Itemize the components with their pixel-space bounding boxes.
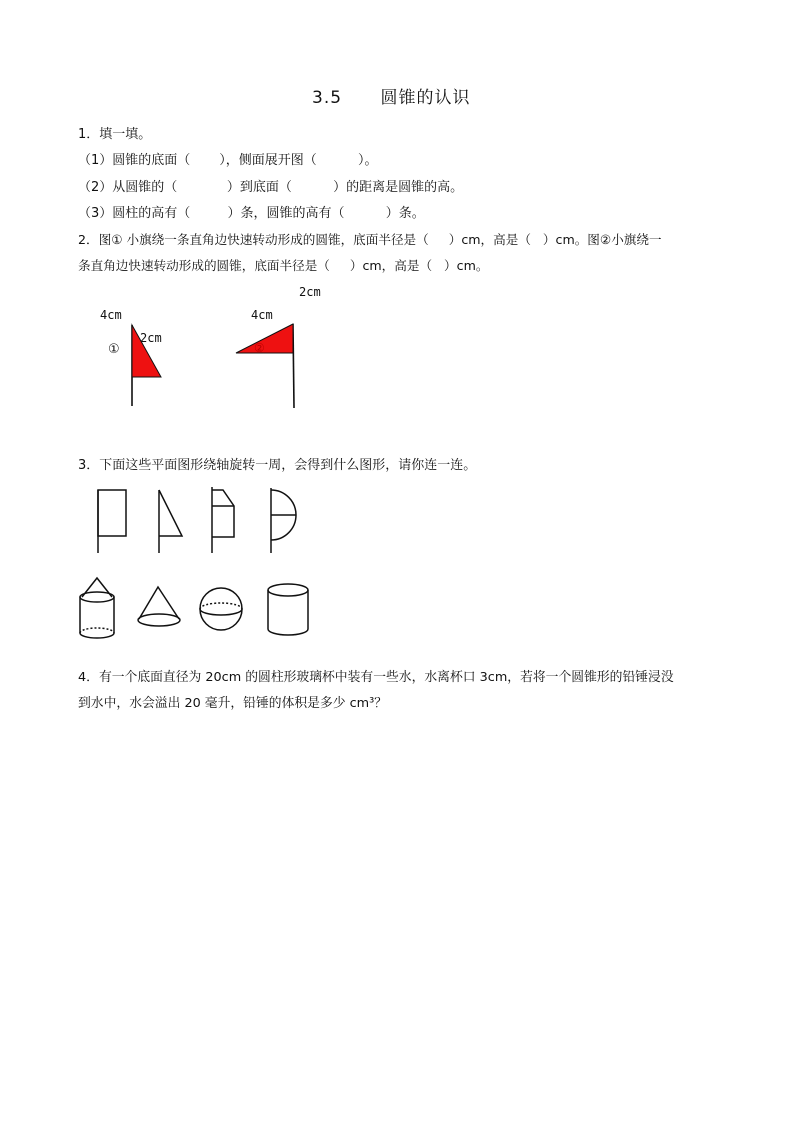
q1-item-3: （3）圆柱的高有（ ）条，圆锥的高有（ ）条。 — [78, 206, 425, 221]
cylinder-with-cone-top — [80, 578, 114, 638]
semicircle-with-axis — [271, 488, 296, 553]
page-title: 3.5 圆锥的认识 — [312, 88, 471, 108]
sphere — [200, 588, 242, 630]
fig2-side-label: 4cm — [251, 308, 273, 322]
q1-item-1: （1）圆锥的底面（ ），侧面展开图（ ）。 — [78, 153, 378, 168]
cone — [138, 587, 180, 626]
right-triangle-with-axis — [159, 490, 182, 553]
fig1-top-label: 4cm — [100, 308, 122, 322]
q4-line-1: 4．有一个底面直径为 20cm 的圆柱形玻璃杯中装有一些水，水离杯口 3cm，若将一个圆锥形的铅锤浸没 — [78, 670, 674, 685]
fig1-side-label: 2cm — [140, 331, 162, 345]
trapezoid-with-axis — [212, 487, 234, 553]
cylinder — [268, 584, 308, 635]
fig2-top-label: 2cm — [299, 285, 321, 299]
fig1-marker: ① — [108, 342, 120, 357]
q1-item-2: （2）从圆锥的（ ）到底面（ ）的距离是圆锥的高。 — [78, 180, 464, 195]
q2-line-1: 2．图① 小旗绕一条直角边快速转动形成的圆锥，底面半径是（ ）cm，高是（ ）cm。图②小旗绕一 — [78, 232, 662, 247]
q4-line-2: 到水中，水会溢出 20 毫升，铅锤的体积是多少 cm³？ — [78, 696, 388, 711]
rectangle-with-axis — [98, 490, 126, 553]
fig2-marker: ② — [254, 341, 265, 355]
q2-line-2: 条直角边快速转动形成的圆锥，底面半径是（ ）cm，高是（ ）cm。 — [78, 258, 489, 273]
q3-text: 3．下面这些平面图形绕轴旋转一周，会得到什么图形，请你连一连。 — [78, 458, 477, 473]
q1-heading: 1．填一填。 — [78, 127, 152, 142]
